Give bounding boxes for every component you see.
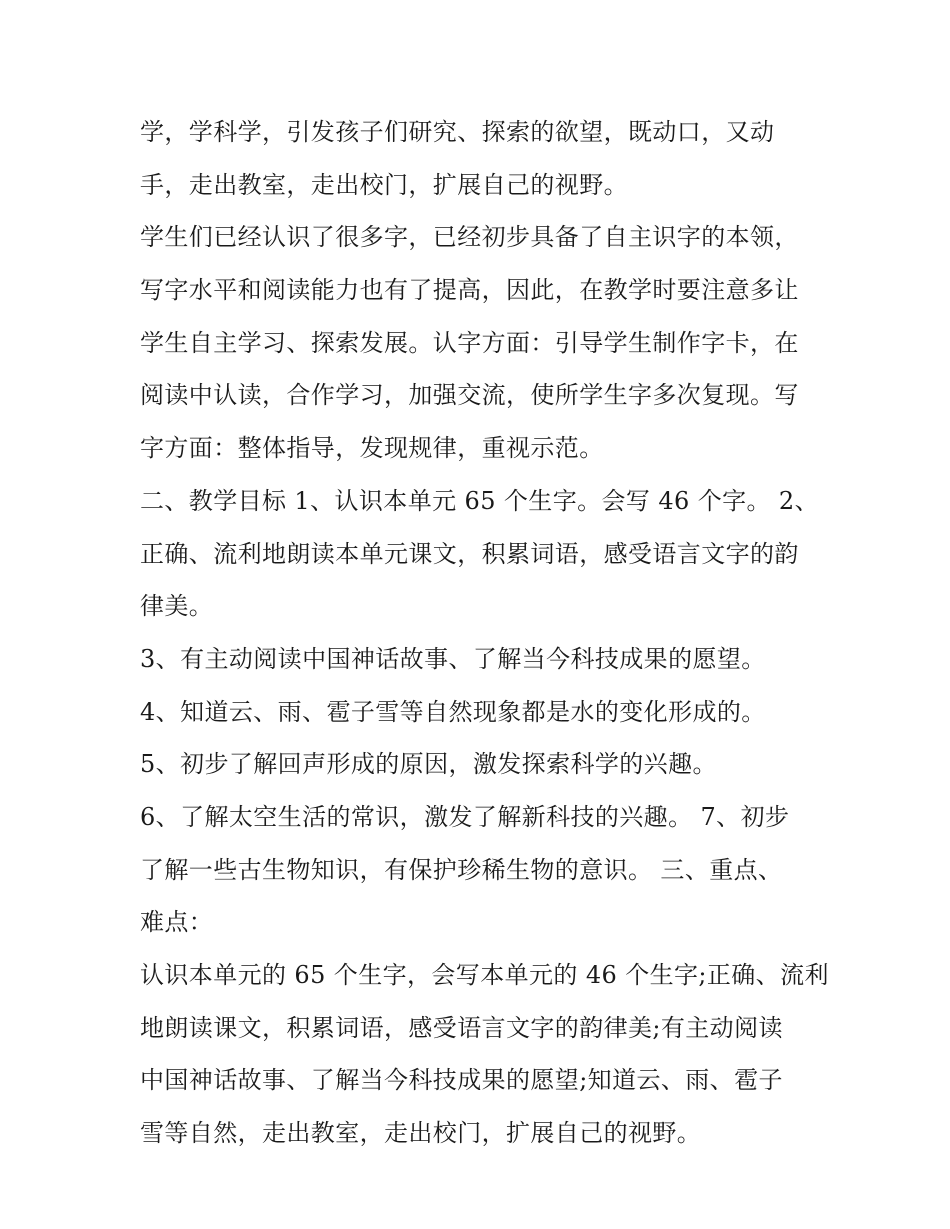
text-line: 手，走出教室，走出校门，扩展自己的视野。 — [140, 170, 628, 199]
text-line: 地朗读课文，积累词语，感受语言文字的韵律美;有主动阅读 — [140, 1013, 783, 1042]
text-line: 学生们已经认识了很多字，已经初步具备了自主识字的本领， — [140, 223, 799, 252]
text-line: 6、了解太空生活的常识，激发了解新科技的兴趣。 7、初步 — [140, 802, 790, 831]
text-line: 了解一些古生物知识，有保护珍稀生物的意识。 三、重点、 — [140, 855, 783, 884]
text-line: 难点： — [140, 908, 214, 937]
text-line: 阅读中认读，合作学习，加强交流，使所学生字多次复现。写 — [140, 381, 799, 410]
text-line: 学生自主学习、探索发展。认字方面：引导学生制作字卡，在 — [140, 328, 799, 357]
text-line: 认识本单元的 65 个生字，会写本单元的 46 个生字;正确、流利 — [140, 961, 829, 989]
text-line: 学，学科学，引发孩子们研究、探索的欲望，既动口，又动 — [140, 118, 775, 146]
document-body — [140, 106, 829, 1160]
text-line: 写字水平和阅读能力也有了提高，因此，在教学时要注意多让 — [140, 276, 799, 305]
text-line: 律美。 — [140, 592, 214, 621]
text-line: 中国神话故事、了解当今科技成果的愿望;知道云、雨、雹子 — [140, 1066, 783, 1095]
text-line: 3、有主动阅读中国神话故事、了解当今科技成果的愿望。 — [140, 644, 766, 673]
text-line: 二、教学目标 1、认识本单元 65 个生字。会写 46 个字。 2、 — [140, 486, 819, 515]
text-line: 字方面：整体指导，发现规律，重视示范。 — [140, 434, 604, 463]
text-line: 4、知道云、雨、雹子雪等自然现象都是水的变化形成的。 — [140, 697, 766, 726]
text-line: 5、初步了解回声形成的原因，激发探索科学的兴趣。 — [140, 750, 717, 779]
text-line: 正确、流利地朗读本单元课文，积累词语，感受语言文字的韵 — [140, 539, 799, 568]
text-line: 雪等自然，走出教室，走出校门，扩展自己的视野。 — [140, 1119, 702, 1148]
